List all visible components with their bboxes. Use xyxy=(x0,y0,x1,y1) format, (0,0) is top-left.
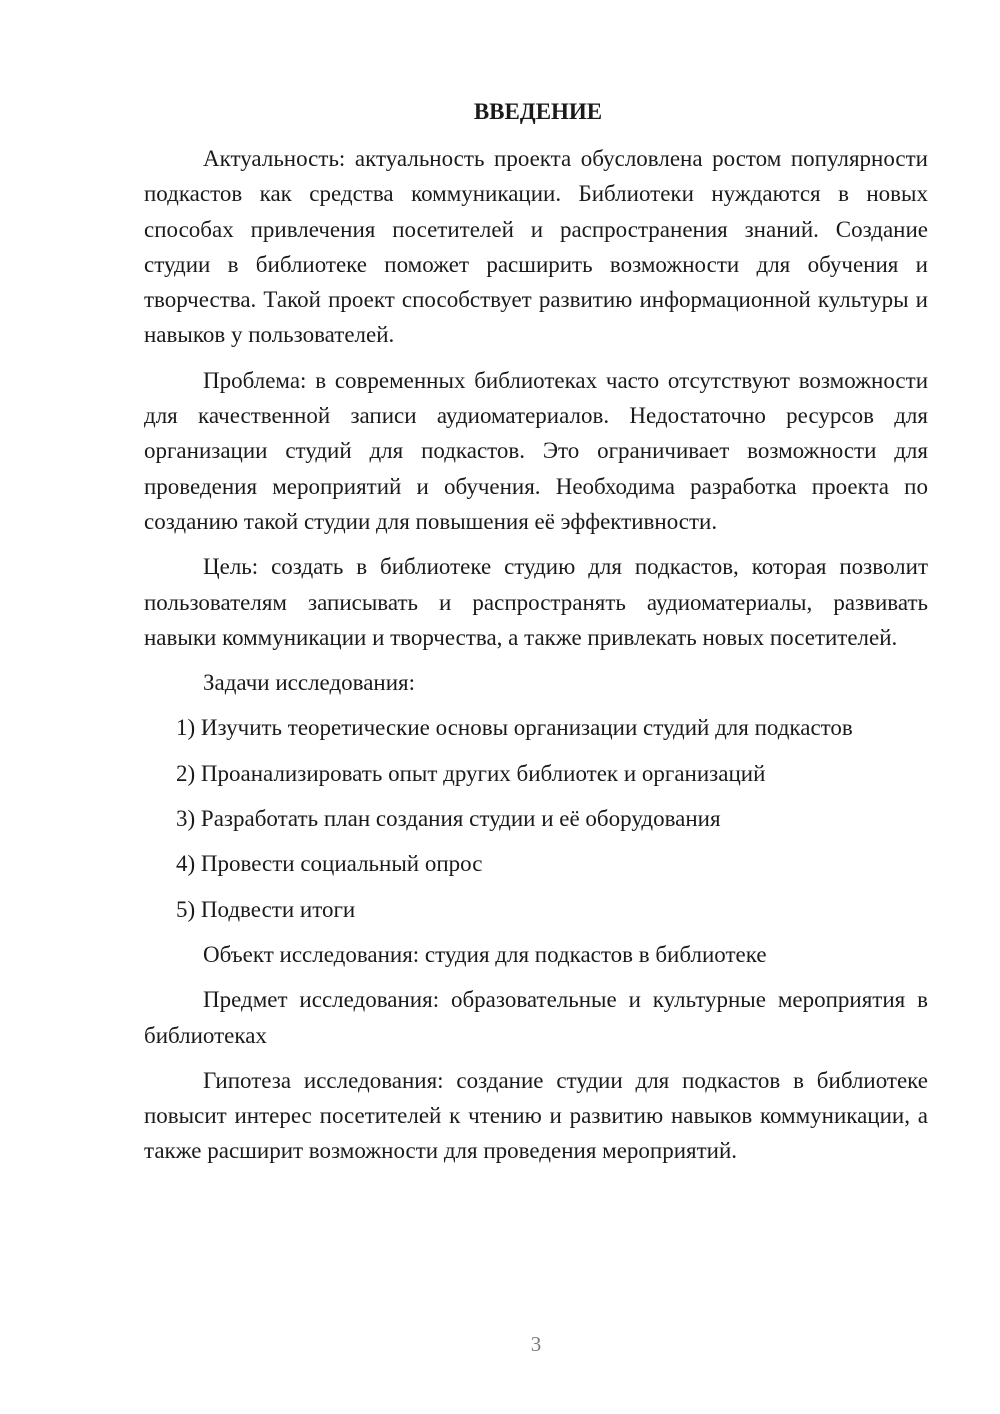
hypothesis-paragraph: Гипотеза исследования: создание студии для подкастов в библиотеке повысит интерес посетителей к чтению и развитию навыков коммуникации, а также расширит возможности для проведения мероприятий. xyxy=(144,1067,928,1164)
task-item: 3) Разработать план создания студии и её оборудования xyxy=(176,806,721,832)
task-item: 2) Проанализировать опыт других библиотек и организаций xyxy=(176,760,766,786)
page-number: 3 xyxy=(530,1332,542,1356)
page-title: ВВЕДЕНИЕ xyxy=(473,99,603,124)
task-item: 4) Провести социальный опрос xyxy=(176,851,483,877)
task-item: 5) Подвести итоги xyxy=(176,896,356,922)
relevance-paragraph: Актуальность: актуальность проекта обусловлена ростом популярности подкастов как средства коммуникации. Библиотеки нуждаются в новых способах привлечения посетителей и распространения знаний. Создание студии в библиотеке поможет расширить возможности для обучения и творчества. Такой проект способствует развитию информационной культуры и навыков у пользователей. xyxy=(144,146,928,348)
tasks-heading: Задачи исследования: xyxy=(203,670,416,696)
problem-paragraph: Проблема: в современных библиотеках часто отсутствуют возможности для качественной записи аудиоматериалов. Недостаточно ресурсов для организации студий для подкастов. Это ограничивает возможности для проведения мероприятий и обучения. Необходима разработка проекта по созданию такой студии для повышения её эффективности. xyxy=(144,367,928,534)
task-item: 1) Изучить теоретические основы организации студий для подкастов xyxy=(176,715,853,741)
page-content xyxy=(144,94,928,1179)
subject-paragraph: Предмет исследования: образовательные и культурные мероприятия в библиотеках xyxy=(144,987,928,1048)
goal-paragraph: Цель: создать в библиотеке студию для подкастов, которая позволит пользователям записывать и распространять аудиоматериалы, развивать навыки коммуникации и творчества, а также привлекать новых посетителей. xyxy=(144,554,928,650)
object-paragraph: Объект исследования: студия для подкастов в библиотеке xyxy=(203,941,767,967)
tasks-list xyxy=(144,710,928,926)
